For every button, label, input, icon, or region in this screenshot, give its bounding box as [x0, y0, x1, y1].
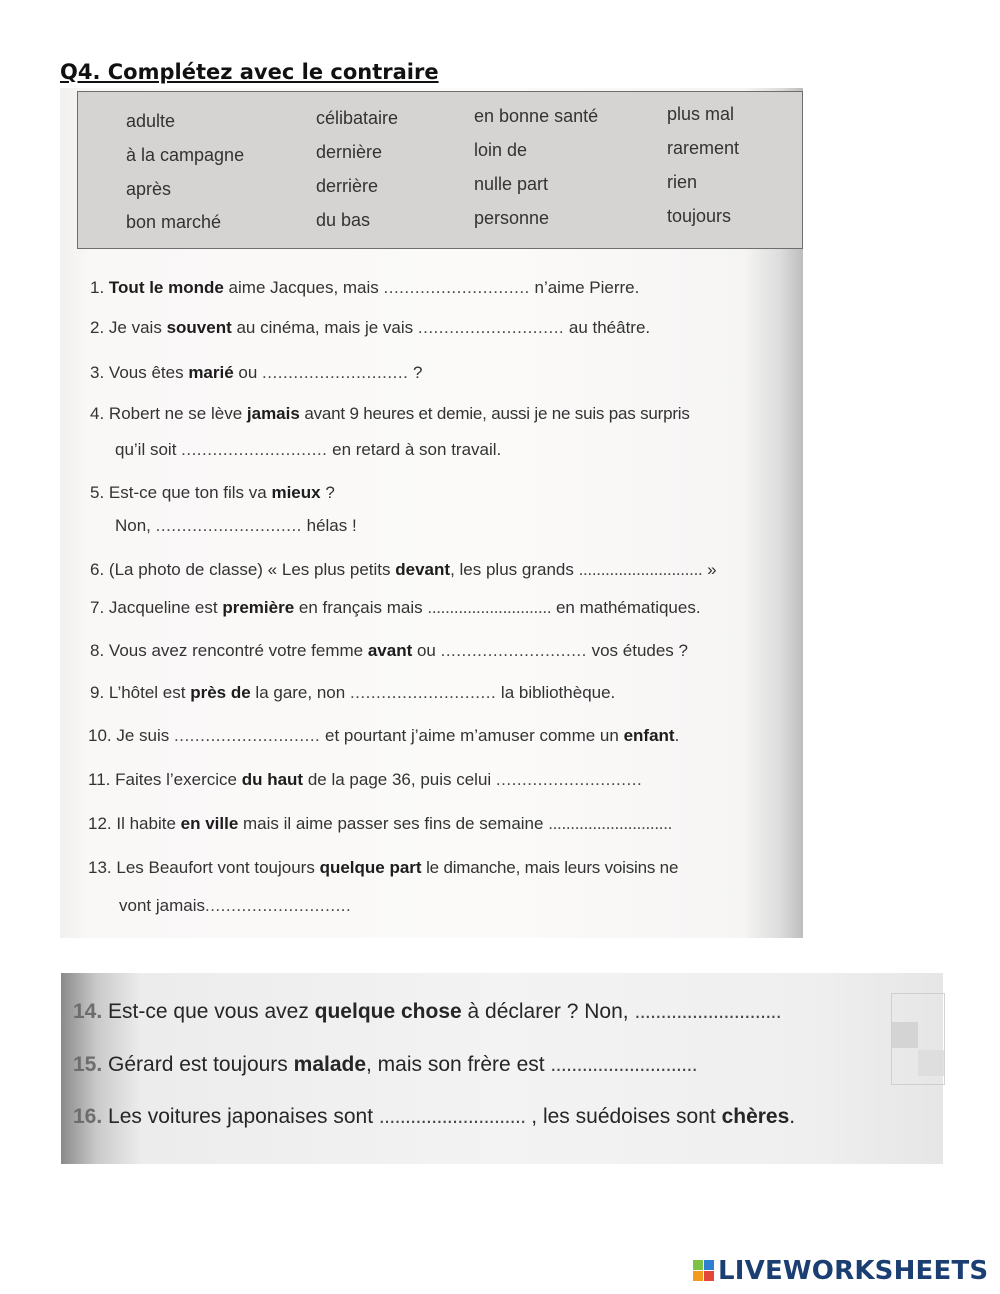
word-bank-item: en bonne santé: [474, 106, 599, 126]
exercise-text: , mais son frère est: [366, 1053, 551, 1076]
exercise-text: vos études ?: [586, 641, 688, 660]
answer-blank[interactable]: ............................: [578, 560, 703, 579]
answer-blank[interactable]: ............................: [262, 363, 409, 382]
keyword: chères: [721, 1105, 790, 1128]
exercise-text: .: [674, 726, 680, 745]
word-bank-item: après: [126, 179, 172, 199]
logo-squares-icon: [693, 1260, 715, 1282]
word-bank-item: personne: [474, 208, 550, 228]
exercise-number: 13.: [88, 858, 112, 877]
exercise-text: hélas !: [301, 516, 357, 535]
keyword: quelque chose: [314, 1000, 462, 1023]
exercise-8: [90, 641, 688, 661]
exercise-16: [73, 1105, 795, 1129]
exercise-5: [90, 483, 335, 503]
word-bank-item: rarement: [667, 138, 740, 158]
answer-blank[interactable]: ............................: [548, 814, 673, 833]
exercise-text: le dimanche, mais leurs voisins ne: [421, 858, 679, 877]
answer-blank[interactable]: ............................: [378, 1105, 526, 1128]
keyword: enfant: [623, 726, 675, 745]
word-bank-item: dernière: [316, 142, 383, 162]
exercise-1: [90, 278, 639, 298]
exercise-text: en mathématiques.: [551, 598, 701, 617]
exercise-text: aime Jacques, mais: [223, 278, 384, 297]
exercise-12: [88, 814, 672, 834]
exercise-number: 15.: [73, 1053, 103, 1076]
exercise-text: vont jamais: [119, 896, 205, 915]
answer-blank[interactable]: ............................: [174, 726, 321, 745]
exercise-number: 16.: [73, 1105, 103, 1128]
exercise-9: [90, 683, 615, 703]
answer-blank[interactable]: ............................: [204, 896, 352, 915]
answer-blank[interactable]: ............................: [495, 770, 643, 789]
exercise-number: 9.: [90, 683, 105, 702]
exercise-15: [73, 1053, 697, 1077]
keyword: avant: [367, 641, 413, 660]
exercise-text: , les suédoises sont: [525, 1105, 722, 1128]
exercise-text: et pourtant j’aime m’amuser comme un: [320, 726, 624, 745]
keyword: quelque part: [319, 858, 422, 877]
exercise-text: Est-ce que vous avez: [108, 1000, 315, 1023]
page-title: Q4. Complétez avec le contraire: [60, 60, 439, 84]
exercise-text: Robert ne se lève: [108, 404, 247, 423]
exercise-text: ou: [412, 641, 441, 660]
exercise-text: ?: [408, 363, 423, 382]
word-bank-item: du bas: [316, 210, 371, 230]
word-bank-item: nulle part: [474, 174, 549, 194]
exercise-text: la gare, non: [250, 683, 350, 702]
exercise-text: .: [789, 1105, 796, 1128]
keyword: marié: [188, 363, 234, 382]
keyword: mieux: [271, 483, 321, 502]
keyword: devant: [395, 560, 451, 579]
keyword: première: [222, 598, 295, 617]
exercise-text: L’hôtel est: [108, 683, 191, 702]
exercise-text: au théâtre.: [564, 318, 651, 337]
word-bank-item: rien: [667, 172, 698, 192]
answer-blank[interactable]: ............................: [427, 598, 552, 617]
exercise-number: 3.: [90, 363, 105, 382]
exercise-text: Non,: [115, 516, 156, 535]
liveworksheets-logo: [693, 1256, 988, 1286]
exercise-2: [90, 318, 650, 338]
word-bank-item: adulte: [126, 111, 176, 131]
exercise-number: 11.: [88, 770, 111, 789]
exercise-number: 10.: [88, 726, 112, 745]
answer-blank[interactable]: ............................: [634, 1000, 782, 1023]
answer-blank[interactable]: ............................: [417, 318, 565, 337]
scanned-exercise-page: [60, 88, 803, 938]
exercise-number: 5.: [90, 483, 105, 502]
exercise-13: [88, 858, 678, 878]
keyword: en ville: [180, 814, 239, 833]
exercise-number: 8.: [90, 641, 105, 660]
keyword: jamais: [246, 404, 300, 423]
exercise-text: Je suis: [116, 726, 175, 745]
keyword: du haut: [241, 770, 304, 789]
keyword: souvent: [166, 318, 232, 337]
exercise-11: [88, 770, 642, 790]
exercise-text: Les voitures japonaises sont: [108, 1105, 379, 1128]
word-bank-item: à la campagne: [126, 145, 245, 165]
exercise-4-line-2: [115, 440, 501, 460]
exercise-number: 2.: [90, 318, 105, 337]
exercise-number: 4.: [90, 404, 105, 423]
keyword: près de: [190, 683, 251, 702]
logo-text: LIVEWORKSHEETS: [718, 1256, 989, 1286]
exercise-text: Faites l’exercice: [115, 770, 242, 789]
word-bank-item: plus mal: [667, 104, 735, 124]
exercise-text: ?: [320, 483, 335, 502]
keyword: Tout le monde: [108, 278, 224, 297]
exercise-text: mais il aime passer ses fins de semaine: [238, 814, 549, 833]
word-bank-item: loin de: [474, 140, 528, 160]
exercise-text: »: [702, 560, 717, 579]
answer-blank[interactable]: ............................: [349, 683, 497, 702]
answer-blank[interactable]: ............................: [155, 516, 302, 535]
exercise-4: [90, 404, 690, 424]
answer-blank[interactable]: ............................: [440, 641, 587, 660]
exercise-text: Vous avez rencontré votre femme: [108, 641, 368, 660]
exercise-number: 12.: [88, 814, 112, 833]
exercise-text: , les plus grands: [450, 560, 579, 579]
exercise-number: 14.: [73, 1000, 103, 1023]
exercise-14: [73, 1000, 781, 1024]
exercise-text: en retard à son travail.: [327, 440, 502, 459]
exercise-text: la bibliothèque.: [496, 683, 616, 702]
exercise-text: ou: [233, 363, 263, 382]
exercise-3: [90, 363, 422, 383]
word-bank-item: derrière: [316, 176, 379, 196]
word-bank: [77, 91, 803, 249]
exercise-text: Gérard est toujours: [108, 1053, 294, 1076]
exercise-number: 6.: [90, 560, 105, 579]
exercise-text: Je vais: [108, 318, 167, 337]
exercise-text: Jacqueline est: [108, 598, 223, 617]
word-bank-item: bon marché: [126, 212, 222, 232]
answer-blank[interactable]: ............................: [550, 1053, 697, 1076]
exercise-text: Vous êtes: [108, 363, 189, 382]
exercise-text: en français mais: [294, 598, 428, 617]
exercise-13-line-2: [119, 896, 351, 916]
exercise-text: Les Beaufort vont toujours: [116, 858, 320, 877]
exercise-text: avant 9 heures et demie, aussi je ne suis pas surpris: [299, 404, 690, 423]
crossword-fragment: [891, 993, 945, 1085]
word-bank-item: toujours: [667, 206, 732, 226]
answer-blank[interactable]: ............................: [181, 440, 328, 459]
keyword: malade: [293, 1053, 367, 1076]
scanned-exercise-strip: [61, 973, 943, 1164]
exercise-number: 7.: [90, 598, 105, 617]
exercise-text: au cinéma, mais je vais: [231, 318, 418, 337]
exercise-5-line-2: [115, 516, 357, 536]
exercise-7: [90, 598, 701, 618]
word-bank-item: célibataire: [316, 108, 399, 128]
exercise-text: qu’il soit: [115, 440, 182, 459]
exercise-text: Est-ce que ton fils va: [108, 483, 272, 502]
exercise-text: à déclarer ? Non,: [461, 1000, 635, 1023]
exercise-text: (La photo de classe) « Les plus petits: [108, 560, 396, 579]
exercise-text: Il habite: [116, 814, 181, 833]
exercise-number: 1.: [90, 278, 105, 297]
exercise-text: n’aime Pierre.: [529, 278, 640, 297]
exercise-6: [90, 560, 717, 580]
answer-blank[interactable]: ............................: [383, 278, 530, 297]
exercise-text: de la page 36, puis celui: [303, 770, 496, 789]
exercise-10: [88, 726, 679, 746]
